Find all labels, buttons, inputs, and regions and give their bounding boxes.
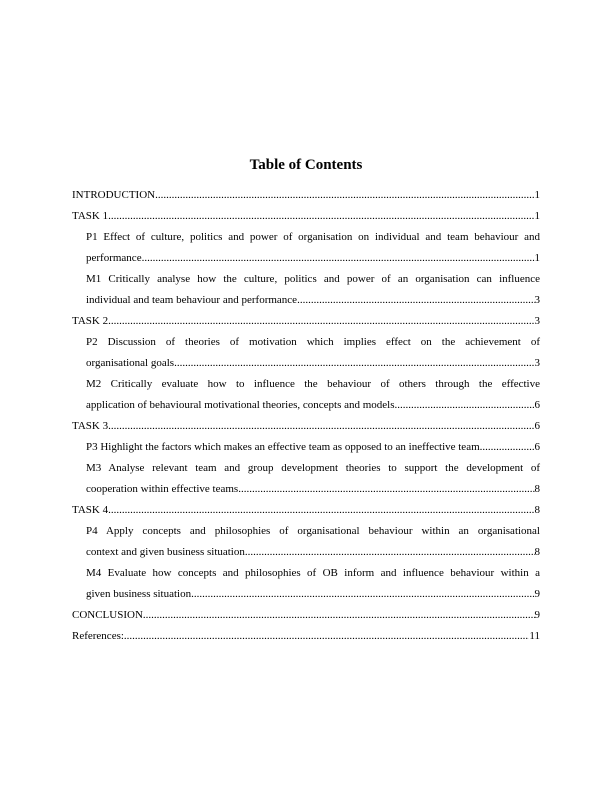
- toc-dot-leader: [108, 206, 534, 227]
- toc-page-number: 8: [534, 483, 540, 495]
- toc-entry[interactable]: [72, 605, 540, 626]
- toc-entry-text: given business situation: [86, 588, 192, 600]
- toc-page-number: 1: [534, 210, 540, 222]
- toc-entry-text: context and given business situation: [86, 546, 245, 558]
- toc-entry-text: organisational goals: [86, 357, 175, 369]
- toc-dot-leader: [108, 500, 534, 521]
- toc-entry[interactable]: [72, 500, 540, 521]
- toc-entry[interactable]: [86, 458, 540, 500]
- toc-entry-text: M2 Critically evaluate how to influence the behaviour of others through the effective: [86, 378, 540, 390]
- toc-page-number: 6: [534, 441, 540, 453]
- toc-entry-text: P4 Apply concepts and philosophies of organisational behaviour within an organisational: [86, 525, 540, 537]
- toc-entry[interactable]: [86, 563, 540, 605]
- toc-dot-leader: [480, 437, 535, 458]
- toc-page-number: 11: [529, 630, 540, 642]
- toc-dot-leader: [142, 248, 535, 269]
- toc-page-number: 3: [534, 357, 540, 369]
- toc-entry[interactable]: [86, 227, 540, 269]
- toc-title: Table of Contents: [249, 157, 363, 173]
- toc-entry-text: performance: [86, 252, 142, 264]
- toc-entry-text: M1 Critically analyse how the culture, politics and power of an organisation can influence: [86, 273, 540, 285]
- toc-dot-leader: [245, 542, 535, 563]
- toc-page-number: 8: [534, 546, 540, 558]
- toc-page-number: 8: [534, 504, 540, 516]
- toc-entry[interactable]: [86, 269, 540, 311]
- toc-entry[interactable]: [86, 332, 540, 374]
- toc-entry-text: individual and team behaviour and performance: [86, 294, 298, 306]
- toc-entry-text: application of behavioural motivational theories, concepts and models: [86, 399, 395, 411]
- toc-entry-text: References:: [72, 630, 124, 642]
- table-of-contents: [72, 185, 540, 647]
- toc-dot-leader: [297, 290, 534, 311]
- toc-page-number: 3: [534, 315, 540, 327]
- toc-entry[interactable]: [72, 416, 540, 437]
- toc-entry-text: INTRODUCTION: [72, 189, 156, 201]
- toc-dot-leader: [395, 395, 535, 416]
- toc-entry[interactable]: [86, 437, 540, 458]
- toc-entry-text: TASK 3: [72, 420, 109, 432]
- toc-dot-leader: [174, 353, 534, 374]
- toc-entry-text: M3 Analyse relevant team and group development theories to support the development of: [86, 462, 540, 474]
- toc-dot-leader: [238, 479, 534, 500]
- toc-entry-text: TASK 2: [72, 315, 109, 327]
- toc-entry-text: P3 Highlight the factors which makes an effective team as opposed to an ineffective team: [86, 441, 480, 453]
- toc-entry[interactable]: [72, 311, 540, 332]
- toc-entry[interactable]: [72, 206, 540, 227]
- toc-dot-leader: [124, 626, 529, 647]
- toc-dot-leader: [108, 416, 534, 437]
- toc-entry[interactable]: [72, 626, 540, 647]
- toc-page-number: 6: [534, 399, 540, 411]
- toc-entry-text: TASK 4: [72, 504, 109, 516]
- toc-entry[interactable]: [72, 185, 540, 206]
- toc-page-number: 6: [534, 420, 540, 432]
- toc-page-number: 3: [534, 294, 540, 306]
- toc-entry-text: CONCLUSION: [72, 609, 143, 621]
- toc-page-number: 9: [534, 588, 540, 600]
- toc-entry-text: P1 Effect of culture, politics and power of organisation on individual and team behaviour and: [86, 231, 540, 243]
- toc-dot-leader: [155, 185, 534, 206]
- toc-dot-leader: [108, 311, 534, 332]
- toc-dot-leader: [191, 584, 534, 605]
- toc-dot-leader: [143, 605, 535, 626]
- toc-entry-text: M4 Evaluate how concepts and philosophies of OB inform and influence behaviour within a: [86, 567, 540, 579]
- toc-entry[interactable]: [86, 374, 540, 416]
- toc-entry-text: TASK 1: [72, 210, 109, 222]
- toc-entry[interactable]: [86, 521, 540, 563]
- toc-entry-text: cooperation within effective teams: [86, 483, 239, 495]
- toc-page-number: 9: [534, 609, 540, 621]
- toc-entry-text: P2 Discussion of theories of motivation which implies effect on the achievement of: [86, 336, 540, 348]
- toc-page-number: 1: [534, 252, 540, 264]
- toc-page-number: 1: [534, 189, 540, 201]
